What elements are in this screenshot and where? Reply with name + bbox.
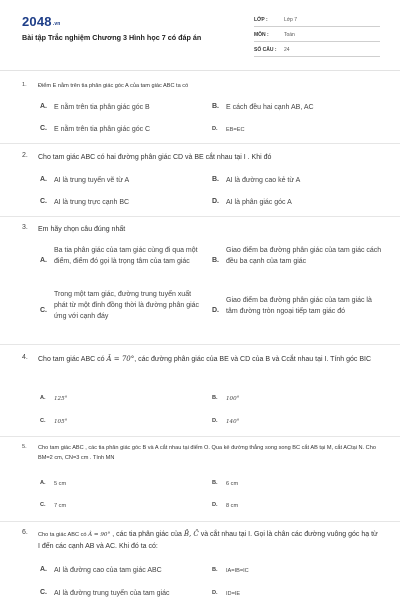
question-number: 1. — [22, 82, 27, 88]
option-letter: D. — [212, 418, 218, 424]
option-letter: A. — [40, 176, 47, 183]
option-letter: B. — [212, 257, 219, 264]
option-text: 6 cm — [226, 481, 239, 487]
option-text: AI là trung tuyến vẽ từ A — [54, 177, 130, 184]
option-letter: D. — [212, 126, 218, 132]
option-text: 7 cm — [54, 503, 67, 509]
option-letter: A. — [40, 257, 47, 264]
option-letter: C. — [40, 589, 47, 596]
question-text-part: Cho ta giác ABC có — [38, 532, 89, 538]
option-text: Ba tia phân giác của tam giác cùng đi qua một điểm, điểm đó gọi là trọng tâm của tam giác — [54, 247, 198, 265]
question-text — [38, 529, 380, 553]
option-letter: A. — [40, 480, 46, 486]
option-letter: C. — [40, 418, 46, 424]
document-header — [0, 0, 400, 70]
option-letter: C. — [40, 502, 46, 508]
option-letter: A. — [40, 566, 47, 573]
option-text: E cách đều hai cạnh AB, AC — [226, 104, 314, 111]
option-text: AI là đường cao của tam giác ABC — [54, 567, 162, 574]
option-text: IA=IB=IC — [226, 568, 249, 574]
option-text: AI là đường cao kẻ từ A — [226, 177, 301, 184]
option-text: 140° — [226, 419, 240, 425]
meta-label: SỐ CÂU : — [254, 47, 277, 53]
option-text: Giao điểm ba đường phân giác của tam giác cách đều ba cạnh của tam giác — [226, 247, 382, 265]
option-letter: D. — [212, 307, 219, 314]
option-text: 5 cm — [54, 481, 67, 487]
question-divider — [0, 143, 400, 144]
document-title: Bài tập Trắc nghiệm Chương 3 Hình học 7 có đáp án — [22, 33, 202, 42]
option-letter: B. — [212, 395, 218, 401]
question-text-part: , các tia phân giác của — [110, 531, 184, 538]
angle-formula: Â = 70° — [106, 355, 135, 363]
question-number: 6. — [22, 529, 28, 536]
option-letter: B. — [212, 567, 218, 573]
option-letter: B. — [212, 480, 218, 486]
option-text: EB=EC — [226, 127, 245, 133]
option-text: AI là đường trung tuyến của tam giác — [54, 590, 170, 597]
question-text: Em hãy chọn câu đúng nhất — [38, 226, 126, 233]
angle-formula: Â = 90° — [88, 532, 111, 538]
question-number: 2. — [22, 152, 28, 159]
option-text: 8 cm — [226, 503, 239, 509]
meta-count-row — [254, 45, 380, 57]
option-text: Trong một tam giác, đường trung tuyến xuất phát từ một đỉnh đồng thời là đường phân giác ứng với cạnh đáy — [54, 291, 200, 320]
question-text: Cho tam giác ABC , các tia phân giác góc B và A cắt nhau tại điểm O. Qua kẻ đường thẳng song song BC cắt AB tại M, cắt ACtại N. Cho BM=2 cm, CN=3 cm . Tính MN — [38, 445, 376, 461]
option-letter: D. — [212, 502, 218, 508]
question-text: Điểm E nằm trên tia phân giác góc A của tam giác ABC ta có — [38, 83, 189, 89]
option-letter: C. — [40, 307, 47, 314]
meta-value: 24 — [284, 47, 290, 53]
option-text: 125° — [54, 396, 68, 402]
question-divider — [0, 216, 400, 217]
question-number: 4. — [22, 354, 28, 361]
option-text: E nằm trên tia phân giác góc B — [54, 104, 150, 111]
option-text: AI là phân giác góc A — [226, 199, 292, 206]
question-text-part: và cắt nhau tại I. Gọi là chân các đường vuông góc hạ từ I đến các cạnh AB và AC. Khi đó ta có: — [38, 531, 378, 550]
option-letter: C. — [40, 198, 47, 205]
question-divider — [0, 521, 400, 522]
option-letter: C. — [40, 125, 47, 132]
meta-class-row — [254, 15, 380, 27]
logo-text: 2048 — [22, 14, 52, 29]
meta-value: Toán — [284, 32, 295, 38]
option-text: 105° — [54, 419, 68, 425]
option-letter: B. — [212, 103, 219, 110]
logo-tld: .vn — [52, 21, 61, 27]
site-logo[interactable] — [22, 14, 61, 29]
question-divider — [0, 436, 400, 437]
header-divider — [0, 70, 400, 71]
option-text: AI là trung trực cạnh BC — [54, 199, 130, 206]
meta-label: MÔN : — [254, 32, 269, 38]
meta-subject-row — [254, 30, 380, 42]
option-letter: D. — [212, 198, 219, 205]
meta-value: Lớp 7 — [284, 17, 298, 23]
meta-label: LỚP : — [254, 17, 268, 23]
option-letter: B. — [212, 176, 219, 183]
question-text-part: Cho tam giác ABC có — [38, 356, 107, 363]
option-text: E nằm trên tia phân giác góc C — [54, 126, 151, 133]
option-letter: A. — [40, 395, 46, 401]
question-divider — [0, 344, 400, 345]
option-text: ID=IE — [226, 591, 241, 597]
question-text-part: , các đường phân giác của BE và CD của B và Ccắt nhau tại I. Tính góc BIC — [134, 356, 372, 363]
question-number: 5. — [22, 444, 27, 450]
option-text: 100° — [226, 396, 240, 402]
question-text: Cho tam giác ABC có hai đường phân giác CD và BE cắt nhau tại I . Khi đó — [38, 154, 272, 161]
option-letter: A. — [40, 103, 47, 110]
question-number: 3. — [22, 224, 28, 231]
option-text: Giao điểm ba đường phân giác của tam giác là tâm đường tròn ngoại tiếp tam giác đó — [226, 297, 372, 315]
angle-formula: B̂, Ĉ — [183, 530, 199, 538]
question-text — [38, 354, 380, 366]
option-letter: D. — [212, 590, 218, 596]
